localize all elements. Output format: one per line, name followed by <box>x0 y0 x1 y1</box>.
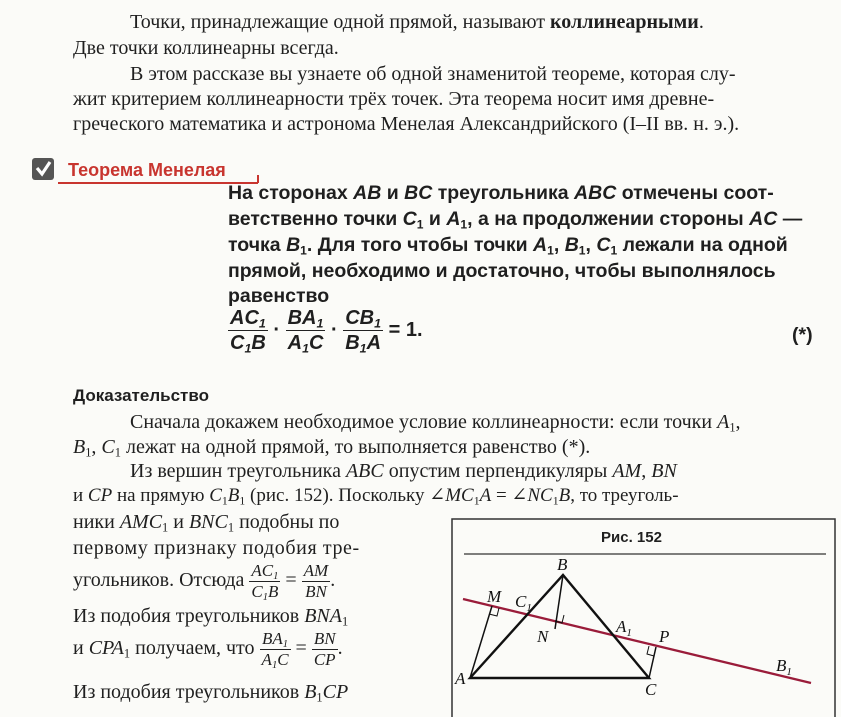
proof-line-6: первому признаку подобия тре- <box>73 537 360 559</box>
fraction-a: $\frac{AC_1}{C_1B}$ <box>251 560 279 604</box>
proof-line-3: Из вершин треугольника ABC опустим перпендикуляры AM, BN <box>130 460 677 482</box>
fraction-a2: $\frac{AM}{BN}$ <box>303 560 329 601</box>
right-angle-p <box>647 646 654 656</box>
proof-line-8: Из подобия треугольников $BNA_1$ <box>73 605 349 629</box>
label-b1: $B_1$ <box>776 656 792 678</box>
checkbox-icon <box>32 158 54 180</box>
theorem-line-2: ветственно точки $C_1$ и $A_1$, а на продолжении стороны AC — <box>228 208 803 232</box>
figure-152 <box>451 518 836 717</box>
label-n: N <box>537 627 549 646</box>
fraction-b2: $\frac{BN}{CP}$ <box>313 628 336 669</box>
intro-line-3: В этом рассказе вы узнаете об одной знаменитой теореме, которая слу- <box>130 63 736 85</box>
intro-line-5: греческого математика и астронома Менелая Александрийского (I–II вв. н. э.). <box>73 113 740 135</box>
intro-line-2: Две точки коллинеарны всегда. <box>73 37 339 59</box>
intro-line-1: Точки, принадлежащие одной прямой, называют коллинеарными. <box>130 11 704 33</box>
proof-line-4: и CP на прямую $C_1B_1$ (рис. 152). Поскольку $\angle MC_1A$ = $\angle NC_1B$, то треуголь- <box>73 485 679 508</box>
intro-line-4: жит критерием коллинеарности трёх точек. Эта теорема носит имя древне- <box>73 88 715 110</box>
perpendicular-cp <box>649 647 656 678</box>
theorem-title: Теорема Менелая <box>68 160 226 180</box>
label-c: C <box>645 680 657 699</box>
theorem-formula: $\frac{AC_1}{C_1B}$ · $\frac{BA_1}{A_1C}$ · $\frac{CB_1}{B_1A}$ = 1. <box>230 307 423 356</box>
fraction-1: $\frac{AC_1}{C_1B}$ <box>230 307 266 356</box>
figure-caption: Рис. 152 <box>601 529 662 546</box>
theorem-line-5: равенство <box>228 285 330 307</box>
label-c1: $C_1$ <box>515 592 532 614</box>
theorem-banner <box>26 155 260 185</box>
proof-line-5: ники $AMC_1$ и $BNC_1$ подобны по <box>73 511 340 535</box>
secant-line <box>463 599 811 683</box>
theorem-line-4: прямой, необходимо и достаточно, чтобы выполнялось <box>228 260 776 282</box>
proof-line-9: и $CPA_1$ получаем, что $\frac{BA_1}{A_1C}$ = $\frac{BN}{CP}$ . <box>73 628 343 672</box>
proof-line-2: $B_1$, $C_1$ лежат на одной прямой, то выполняется равенство (*). <box>73 436 591 460</box>
label-m: M <box>487 587 502 606</box>
figure-frame <box>452 519 835 717</box>
theorem-line-1: На сторонах AB и BC треугольника ABC отмечены соот- <box>228 182 774 204</box>
equation-mark: (*) <box>792 324 813 346</box>
label-a1: $A_1$ <box>616 617 632 639</box>
fraction-b: $\frac{BA_1}{A_1C}$ <box>261 628 289 672</box>
proof-line-10: Из подобия треугольников $B_1CP$ <box>73 681 349 705</box>
proof-heading: Доказательство <box>73 386 209 405</box>
label-a: A <box>455 669 466 688</box>
fraction-3: $\frac{CB_1}{B_1A}$ <box>345 307 382 356</box>
proof-line-1: Сначала докажем необходимое условие коллинеарности: если точки $A_1$, <box>130 411 741 435</box>
proof-line-7: угольников. Отсюда $\frac{AC_1}{C_1B}$ = $\frac{AM}{BN}$ . <box>73 560 336 604</box>
theorem-line-3: точка $B_1$. Для того чтобы точки $A_1$, $B_1$, $C_1$ лежали на одной <box>228 234 788 258</box>
label-b: B <box>557 555 568 574</box>
label-p: P <box>659 627 670 646</box>
fraction-2: $\frac{BA_1}{A_1C}$ <box>287 307 324 356</box>
